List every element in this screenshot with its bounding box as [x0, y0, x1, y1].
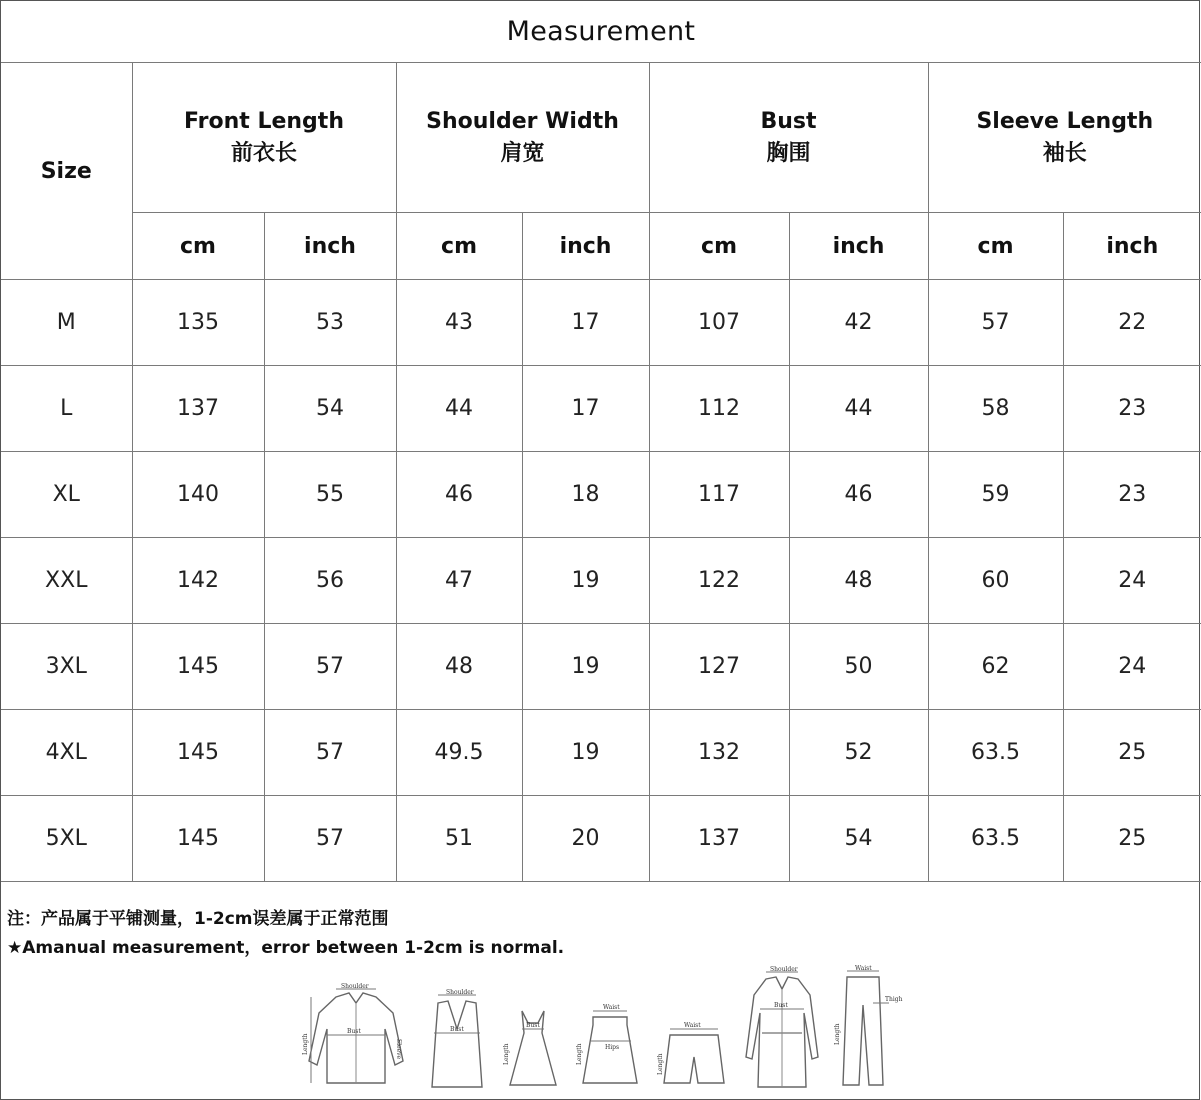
group-header-bust [649, 63, 928, 213]
value-cell: 44 [789, 366, 928, 452]
value-cell: 53 [264, 280, 396, 366]
size-cell: M [1, 280, 132, 366]
diagram-label: Bust [449, 1026, 464, 1033]
value-cell: 145 [132, 710, 264, 796]
header-row-units [1, 213, 1201, 280]
value-cell: 43 [396, 280, 522, 366]
vest-diagram-icon [422, 989, 492, 1093]
value-cell: 145 [132, 624, 264, 710]
table-row [1, 452, 1201, 538]
group-header-zh: 肩宽 [500, 140, 545, 166]
unit-header: inch [522, 213, 649, 280]
unit-header: inch [1063, 213, 1201, 280]
value-cell: 17 [522, 366, 649, 452]
table-row [1, 538, 1201, 624]
diagram-label: Length [503, 1043, 511, 1065]
pants-diagram-icon [833, 965, 903, 1093]
unit-header: cm [396, 213, 522, 280]
value-cell: 57 [264, 624, 396, 710]
coat-diagram-icon [742, 967, 822, 1093]
value-cell: 63.5 [928, 710, 1063, 796]
value-cell: 18 [522, 452, 649, 538]
value-cell: 63.5 [928, 796, 1063, 882]
size-cell: XXL [1, 538, 132, 624]
diagram-label: Waist [602, 1004, 620, 1011]
shorts-diagram-icon [656, 1021, 732, 1093]
value-cell: 56 [264, 538, 396, 624]
size-cell: XL [1, 452, 132, 538]
value-cell: 52 [789, 710, 928, 796]
garment-diagrams [301, 961, 903, 1093]
value-cell: 48 [789, 538, 928, 624]
table-row [1, 710, 1201, 796]
table-row [1, 624, 1201, 710]
value-cell: 107 [649, 280, 789, 366]
unit-header: inch [789, 213, 928, 280]
group-header-front-length [132, 63, 396, 213]
diagram-label: Thigh [884, 996, 903, 1003]
size-cell: L [1, 366, 132, 452]
value-cell: 54 [789, 796, 928, 882]
value-cell: 23 [1063, 452, 1201, 538]
value-cell: 24 [1063, 538, 1201, 624]
group-header-sleeve-length [928, 63, 1201, 213]
size-cell: 3XL [1, 624, 132, 710]
dress-diagram-icon [502, 999, 564, 1093]
unit-header: cm [649, 213, 789, 280]
unit-header: cm [928, 213, 1063, 280]
group-header-en: Shoulder Width [426, 108, 619, 134]
diagram-label: Length [656, 1053, 664, 1075]
value-cell: 44 [396, 366, 522, 452]
group-header-zh: 胸围 [766, 140, 811, 166]
diagram-label: Shoulder [770, 966, 798, 973]
value-cell: 142 [132, 538, 264, 624]
diagram-label: Bust [526, 1022, 541, 1029]
value-cell: 59 [928, 452, 1063, 538]
value-cell: 127 [649, 624, 789, 710]
value-cell: 19 [522, 710, 649, 796]
header-row-groups [1, 63, 1201, 213]
value-cell: 122 [649, 538, 789, 624]
value-cell: 62 [928, 624, 1063, 710]
group-header-en: Sleeve Length [976, 108, 1154, 134]
group-header-zh: 前衣长 [231, 140, 298, 166]
diagram-label: Hips [604, 1044, 620, 1051]
chart-title: Measurement [506, 15, 696, 47]
diagram-label: Shoulder [341, 983, 369, 990]
table-row [1, 796, 1201, 882]
value-cell: 137 [132, 366, 264, 452]
value-cell: 112 [649, 366, 789, 452]
value-cell: 42 [789, 280, 928, 366]
table-body [1, 280, 1201, 882]
value-cell: 19 [522, 624, 649, 710]
value-cell: 49.5 [396, 710, 522, 796]
group-header-zh: 袖长 [1042, 140, 1087, 166]
value-cell: 132 [649, 710, 789, 796]
table-row [1, 280, 1201, 366]
value-cell: 23 [1063, 366, 1201, 452]
diagram-label: Length [833, 1023, 841, 1045]
diagram-label: Waist [854, 965, 872, 972]
value-cell: 58 [928, 366, 1063, 452]
value-cell: 46 [789, 452, 928, 538]
group-header-shoulder-width [396, 63, 649, 213]
value-cell: 19 [522, 538, 649, 624]
table-row [1, 366, 1201, 452]
value-cell: 50 [789, 624, 928, 710]
measurement-table [1, 62, 1201, 882]
value-cell: 60 [928, 538, 1063, 624]
skirt-diagram-icon [575, 1003, 645, 1093]
value-cell: 57 [264, 796, 396, 882]
group-header-en: Front Length [184, 108, 344, 134]
value-cell: 57 [928, 280, 1063, 366]
diagram-label: Length [302, 1033, 309, 1055]
value-cell: 17 [522, 280, 649, 366]
value-cell: 137 [649, 796, 789, 882]
value-cell: 117 [649, 452, 789, 538]
note-en: ★Amanual measurement，error between 1-2cm is normal. [7, 938, 565, 958]
value-cell: 54 [264, 366, 396, 452]
size-cell: 5XL [1, 796, 132, 882]
unit-header: inch [264, 213, 396, 280]
value-cell: 47 [396, 538, 522, 624]
diagram-label: Shoulder [445, 989, 474, 996]
diagram-label: Waist [683, 1022, 701, 1029]
value-cell: 25 [1063, 796, 1201, 882]
diagram-label: Sleeve [395, 1039, 402, 1060]
value-cell: 22 [1063, 280, 1201, 366]
value-cell: 140 [132, 452, 264, 538]
value-cell: 24 [1063, 624, 1201, 710]
value-cell: 145 [132, 796, 264, 882]
value-cell: 48 [396, 624, 522, 710]
group-header-en: Bust [760, 108, 817, 134]
value-cell: 135 [132, 280, 264, 366]
value-cell: 51 [396, 796, 522, 882]
unit-header: cm [132, 213, 264, 280]
diagram-label: Bust [774, 1002, 789, 1009]
size-header: Size [1, 63, 132, 280]
value-cell: 25 [1063, 710, 1201, 796]
diagram-label: Length [575, 1043, 583, 1065]
size-cell: 4XL [1, 710, 132, 796]
value-cell: 20 [522, 796, 649, 882]
diagram-label: Bust [347, 1028, 361, 1035]
shirt-diagram-icon [301, 983, 411, 1093]
value-cell: 57 [264, 710, 396, 796]
value-cell: 55 [264, 452, 396, 538]
note-zh: 注：产品属于平铺测量，1-2cm误差属于正常范围 [7, 909, 389, 929]
value-cell: 46 [396, 452, 522, 538]
measurement-note [7, 905, 564, 963]
